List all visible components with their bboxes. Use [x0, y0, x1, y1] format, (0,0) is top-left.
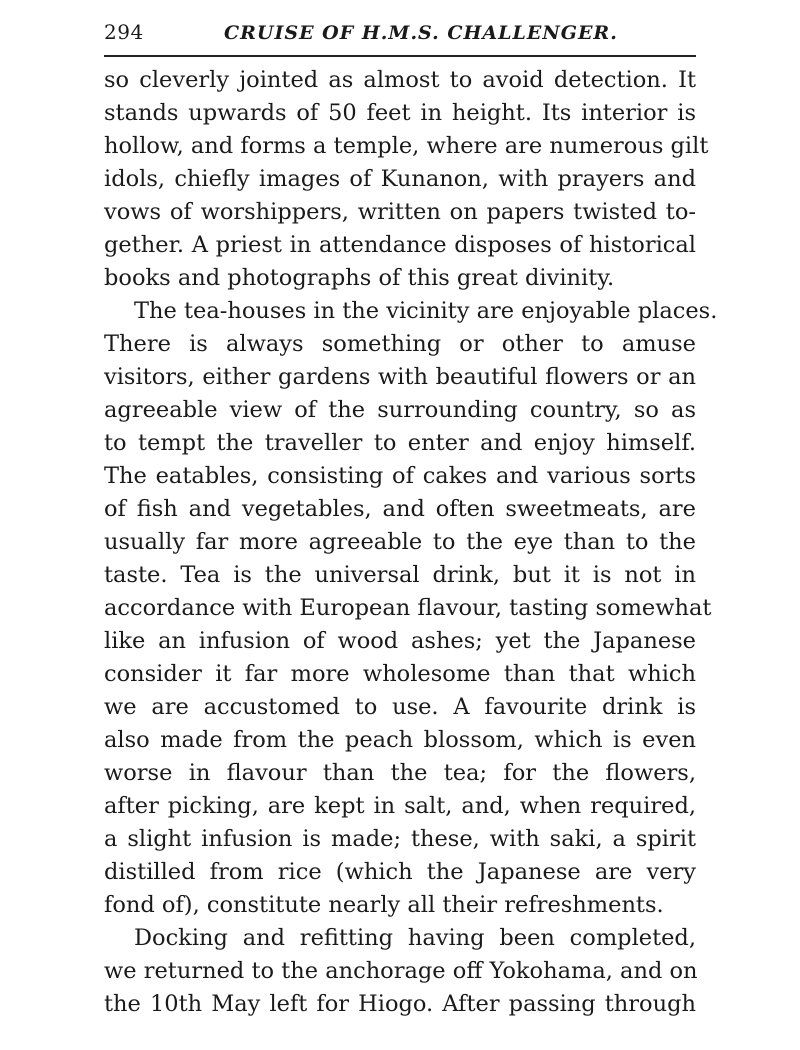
text-line: idols, chiefly images of Kunanon, with prayers and: [104, 166, 696, 192]
text-line: visitors, either gardens with beautiful flowers or an: [104, 364, 696, 390]
text-line: like an infusion of wood ashes; yet the Japanese: [104, 628, 696, 654]
running-head: [104, 14, 696, 54]
text-line: gether. A priest in attendance disposes of historical: [104, 232, 696, 258]
text-line: taste. Tea is the universal drink, but it is not in: [104, 562, 696, 588]
text-line: also made from the peach blossom, which is even: [104, 727, 696, 753]
text-line: There is always something or other to amuse: [104, 331, 696, 357]
paragraph: [104, 922, 696, 1021]
text-line: Docking and refitting having been completed,: [134, 925, 696, 951]
page-number: 294: [104, 20, 144, 44]
text-line: vows of worshippers, written on papers twisted to-: [104, 199, 696, 225]
text-line: distilled from rice (which the Japanese are very: [104, 859, 696, 885]
paragraph: [104, 64, 709, 295]
text-line: The eatables, consisting of cakes and various sorts: [104, 463, 696, 489]
text-line: books and photographs of this great divinity.: [104, 265, 615, 291]
text-line: the 10th May left for Hiogo. After passing through: [104, 991, 696, 1017]
text-line: fond of), constitute nearly all their refreshments.: [104, 892, 664, 918]
header-rule: [104, 55, 696, 57]
text-line: stands upwards of 50 feet in height. Its interior is: [104, 100, 696, 126]
text-line: after picking, are kept in salt, and, when required,: [104, 793, 696, 819]
text-line: so cleverly jointed as almost to avoid detection. It: [104, 67, 696, 93]
running-title: CRUISE OF H.M.S. CHALLENGER.: [224, 22, 618, 44]
text-line: a slight infusion is made; these, with saki, a spirit: [104, 826, 696, 852]
text-line: accordance with European flavour, tasting somewhat: [104, 595, 712, 621]
text-line: The tea-houses in the vicinity are enjoyable places.: [134, 298, 718, 324]
text-line: worse in flavour than the tea; for the flowers,: [104, 760, 696, 786]
text-line: of fish and vegetables, and often sweetmeats, are: [104, 496, 696, 522]
text-line: agreeable view of the surrounding country, so as: [104, 397, 696, 423]
text-line: we returned to the anchorage off Yokohama, and on: [104, 958, 698, 984]
text-line: to tempt the traveller to enter and enjoy himself.: [104, 430, 696, 456]
text-body: [104, 64, 718, 1021]
text-line: consider it far more wholesome than that which: [104, 661, 696, 687]
text-line: hollow, and forms a temple, where are numerous gilt: [104, 133, 709, 159]
text-line: we are accustomed to use. A favourite drink is: [104, 694, 696, 720]
paragraph: [104, 295, 718, 922]
text-line: usually far more agreeable to the eye than to the: [104, 529, 696, 555]
